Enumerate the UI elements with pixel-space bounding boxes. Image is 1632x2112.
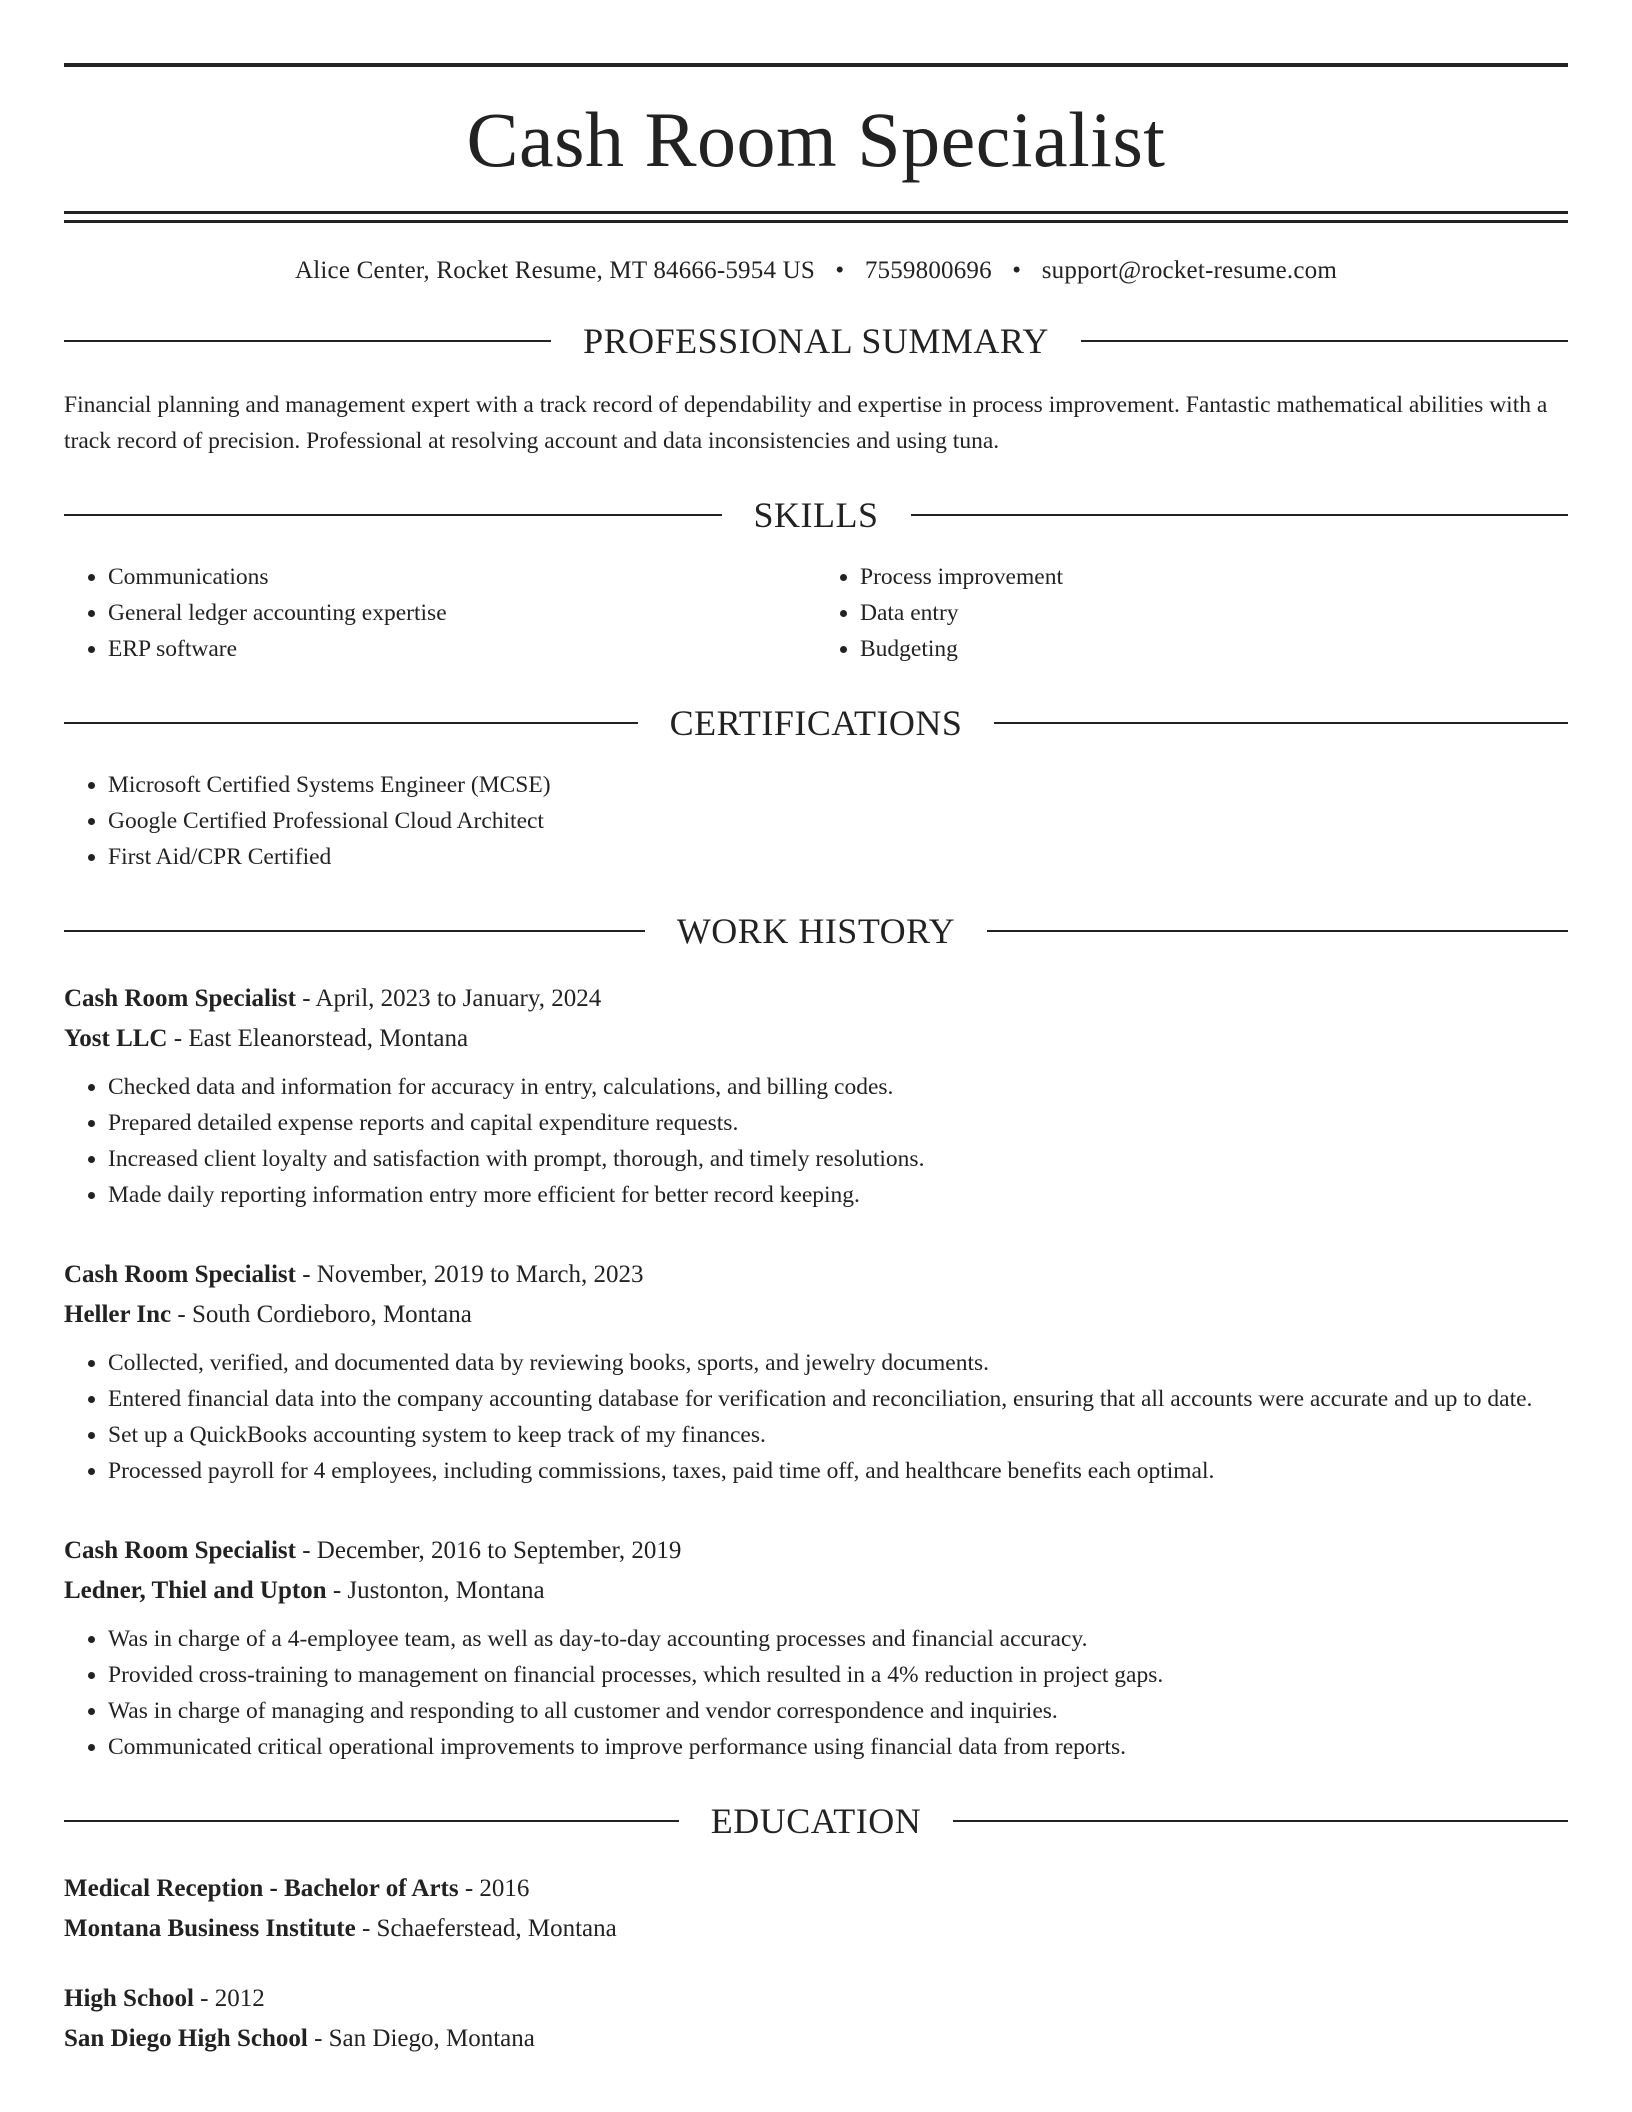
- job-title: Cash Room Specialist: [64, 985, 296, 1012]
- job-bullet: • Prepared detailed expense reports and capital expenditure requests.: [108, 1105, 1568, 1141]
- job-bullet: • Processed payroll for 4 employees, including commissions, taxes, paid time off, and healthcare benefits each optimal.: [108, 1453, 1568, 1489]
- job-bullet: • Set up a QuickBooks accounting system to keep track of my finances.: [108, 1417, 1568, 1453]
- skill-item: • Process improvement: [860, 559, 1568, 595]
- section-title: CERTIFICATIONS: [669, 703, 963, 743]
- education-degree: Medical Reception - Bachelor of Arts: [64, 1875, 459, 1902]
- heading-rule: [987, 930, 1568, 932]
- job-title-line: [64, 1255, 1568, 1295]
- top-rule: [64, 63, 1568, 67]
- education-year: - 2012: [193, 1985, 265, 2012]
- education-entry: [64, 1979, 1568, 2059]
- job-bullet: • Collected, verified, and documented data by reviewing books, sports, and jewelry documents.: [108, 1345, 1568, 1381]
- job-title: Cash Room Specialist: [64, 1537, 296, 1564]
- contact-address: Alice Center, Rocket Resume, MT 84666-5954 US: [295, 257, 815, 284]
- education-school-line: [64, 2019, 1568, 2059]
- job-location: - South Cordieboro, Montana: [171, 1301, 472, 1328]
- job-dates: - December, 2016 to September, 2019: [295, 1537, 682, 1564]
- job-bullets: [64, 1345, 1568, 1489]
- section-heading-summary: [64, 323, 1568, 359]
- job-bullet: • Checked data and information for accuracy in entry, calculations, and billing codes.: [108, 1069, 1568, 1105]
- certification-item: • Microsoft Certified Systems Engineer (MCSE): [108, 767, 1568, 803]
- page-title: Cash Room Specialist: [466, 96, 1166, 183]
- job-bullet: • Provided cross-training to management on financial processes, which resulted in a 4% reduction in project gaps.: [108, 1657, 1568, 1693]
- education-school: Montana Business Institute: [64, 1915, 356, 1942]
- job-entry: [64, 979, 1568, 1213]
- double-rule: [64, 211, 1568, 223]
- education-school-line: [64, 1909, 1568, 1949]
- section-title: SKILLS: [753, 495, 879, 535]
- skill-item: • Data entry: [860, 595, 1568, 631]
- job-entry: [64, 1255, 1568, 1489]
- section-title: PROFESSIONAL SUMMARY: [583, 321, 1049, 361]
- education-entry: [64, 1869, 1568, 1949]
- education-degree: High School: [64, 1985, 194, 2012]
- contact-separator: •: [1012, 257, 1022, 284]
- heading-rule: [1081, 340, 1568, 342]
- section-heading-skills: [64, 497, 1568, 533]
- skill-item: • ERP software: [108, 631, 816, 667]
- resume-page: [64, 0, 1568, 2059]
- skills-column-left: [64, 559, 816, 667]
- section-heading-education: [64, 1803, 1568, 1839]
- job-dates: - April, 2023 to January, 2024: [295, 985, 602, 1012]
- heading-rule: [911, 514, 1569, 516]
- section-title: EDUCATION: [710, 1801, 922, 1841]
- job-location: - Justonton, Montana: [326, 1577, 545, 1604]
- skills-list: [64, 559, 1568, 667]
- job-company: Ledner, Thiel and Upton: [64, 1577, 327, 1604]
- section-heading-work-history: [64, 913, 1568, 949]
- job-bullet: • Was in charge of managing and responding to all customer and vendor correspondence and inquiries.: [108, 1693, 1568, 1729]
- skill-item: • Budgeting: [860, 631, 1568, 667]
- skill-item: • General ledger accounting expertise: [108, 595, 816, 631]
- skills-column-right: [816, 559, 1568, 667]
- education-school: San Diego High School: [64, 2025, 308, 2052]
- contact-separator: •: [835, 257, 845, 284]
- section-title: WORK HISTORY: [676, 911, 956, 951]
- job-title-line: [64, 979, 1568, 1019]
- job-bullets: [64, 1069, 1568, 1213]
- education-degree-line: [64, 1869, 1568, 1909]
- heading-rule: [994, 722, 1568, 724]
- job-dates: - November, 2019 to March, 2023: [295, 1261, 644, 1288]
- summary-text: Financial planning and management expert with a track record of dependability and expertise in process improvement. Fantastic mathematical abilities with a track record of precision. Professional at resolving account and data inconsistencies and using tuna.: [64, 392, 1548, 454]
- certification-item: • First Aid/CPR Certified: [108, 839, 1568, 875]
- job-company-line: [64, 1571, 1568, 1611]
- job-bullet: • Communicated critical operational improvements to improve performance using financial data from reports.: [108, 1729, 1568, 1765]
- heading-rule: [64, 514, 722, 516]
- contact-phone: 7559800696: [864, 257, 992, 284]
- job-title: Cash Room Specialist: [64, 1261, 296, 1288]
- job-company: Heller Inc: [64, 1301, 172, 1328]
- job-company: Yost LLC: [64, 1025, 168, 1052]
- job-location: - East Eleanorstead, Montana: [167, 1025, 469, 1052]
- job-entry: [64, 1531, 1568, 1765]
- certifications-list: [64, 767, 1568, 875]
- heading-rule: [64, 930, 645, 932]
- job-bullet: • Was in charge of a 4-employee team, as well as day-to-day accounting processes and financial accuracy.: [108, 1621, 1568, 1657]
- education-location: - Schaeferstead, Montana: [355, 1915, 617, 1942]
- job-bullets: [64, 1621, 1568, 1765]
- education-location: - San Diego, Montana: [307, 2025, 535, 2052]
- job-bullet: • Made daily reporting information entry more efficient for better record keeping.: [108, 1177, 1568, 1213]
- heading-rule: [64, 340, 551, 342]
- job-bullet: • Entered financial data into the company accounting database for verification and reconciliation, ensuring that all accounts were accurate and up to date.: [108, 1381, 1568, 1417]
- section-heading-certifications: [64, 705, 1568, 741]
- heading-rule: [64, 1820, 679, 1822]
- heading-rule: [953, 1820, 1568, 1822]
- job-bullet: • Increased client loyalty and satisfaction with prompt, thorough, and timely resolutions.: [108, 1141, 1568, 1177]
- contact-email: support@rocket-resume.com: [1041, 257, 1337, 284]
- job-title-line: [64, 1531, 1568, 1571]
- education-year: - 2016: [458, 1875, 530, 1902]
- contact-line: [64, 257, 1568, 285]
- heading-rule: [64, 722, 638, 724]
- certification-item: • Google Certified Professional Cloud Architect: [108, 803, 1568, 839]
- skill-item: • Communications: [108, 559, 816, 595]
- job-company-line: [64, 1295, 1568, 1335]
- job-company-line: [64, 1019, 1568, 1059]
- education-degree-line: [64, 1979, 1568, 2019]
